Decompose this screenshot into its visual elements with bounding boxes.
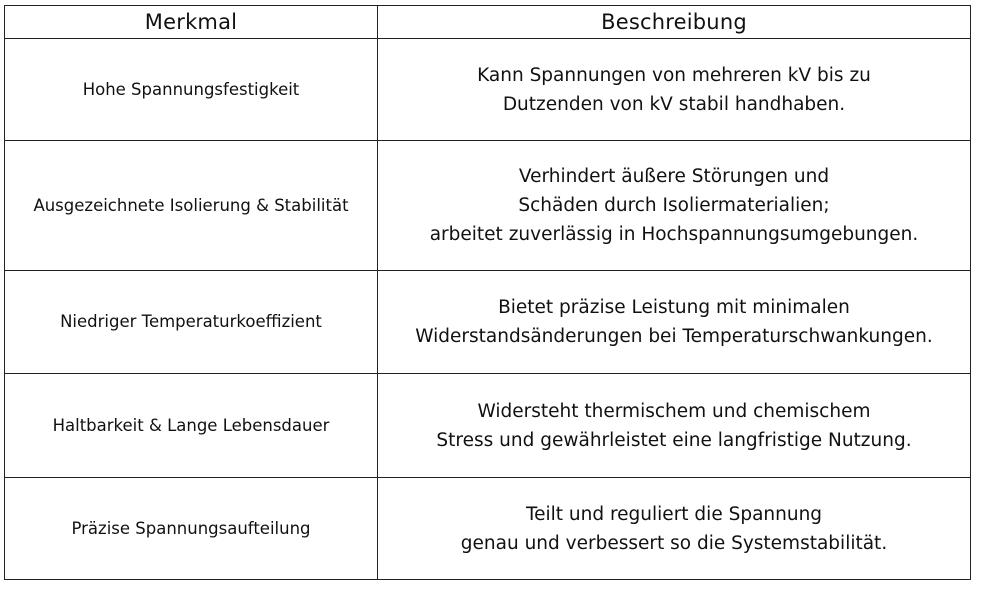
- feature-table-container: [4, 5, 971, 580]
- description-line: Widerstandsänderungen bei Temperaturschwankungen.: [415, 326, 933, 347]
- header-description: Beschreibung: [378, 6, 971, 39]
- description-line: Teilt und reguliert die Spannung: [525, 503, 823, 525]
- description-line: Dutzenden von kV stabil handhaben.: [502, 93, 846, 115]
- table-row: [5, 478, 971, 580]
- feature-table: [4, 5, 971, 580]
- description-line: Schäden durch Isoliermaterialien;: [518, 195, 830, 216]
- description-cell: [378, 271, 971, 374]
- feature-cell: Präzise Spannungsaufteilung: [5, 478, 378, 580]
- description-cell: [378, 141, 971, 271]
- description-line: Verhindert äußere Störungen und: [518, 166, 830, 187]
- description-cell: [378, 374, 971, 478]
- description-line: Kann Spannungen von mehreren kV bis zu: [477, 64, 871, 86]
- description-line: Bietet präzise Leistung mit minimalen: [498, 297, 850, 318]
- header-feature: Merkmal: [5, 6, 378, 39]
- description-line: Widersteht thermischem und chemischem: [477, 400, 871, 422]
- description-line: genau und verbessert so die Systemstabilität.: [460, 532, 888, 554]
- table-header-row: [5, 6, 971, 39]
- table-row: [5, 374, 971, 478]
- description-line: arbeitet zuverlässig in Hochspannungsumgebungen.: [429, 224, 919, 245]
- feature-cell: Niedriger Temperaturkoeffizient: [5, 271, 378, 374]
- description-cell: [378, 39, 971, 141]
- feature-cell: Ausgezeichnete Isolierung & Stabilität: [5, 141, 378, 271]
- description-cell: [378, 478, 971, 580]
- table-row: [5, 39, 971, 141]
- description-line: Stress und gewährleistet eine langfristige Nutzung.: [436, 429, 912, 451]
- feature-cell: Hohe Spannungsfestigkeit: [5, 39, 378, 141]
- table-row: [5, 271, 971, 374]
- feature-cell: Haltbarkeit & Lange Lebensdauer: [5, 374, 378, 478]
- table-row: [5, 141, 971, 271]
